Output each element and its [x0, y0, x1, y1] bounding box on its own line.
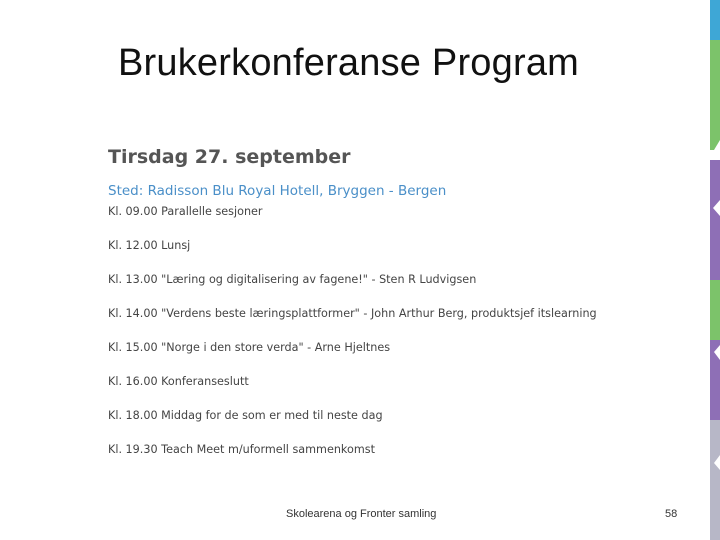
schedule-item: Kl. 16.00 Konferanseslutt	[108, 375, 249, 388]
schedule-item: Kl. 12.00 Lunsj	[108, 239, 191, 252]
slide-title: Brukerkonferanse Program	[118, 42, 580, 84]
edge-segment-gray	[710, 420, 720, 540]
schedule-item: Kl. 09.00 Parallelle sesjoner	[108, 205, 263, 218]
program-block	[108, 144, 698, 476]
page-number: 58	[665, 508, 678, 520]
decorative-edge-band	[710, 0, 720, 540]
schedule-item: Kl. 15.00 "Norge i den store verda" - Arne Hjeltnes	[108, 341, 391, 354]
edge-segment-purple	[710, 160, 720, 280]
schedule-item: Kl. 13.00 "Læring og digitalisering av fagene!" - Sten R Ludvigsen	[108, 273, 477, 286]
schedule-item: Kl. 19.30 Teach Meet m/uformell sammenkomst	[108, 443, 375, 456]
edge-segment-green	[710, 40, 720, 150]
schedule-item: Kl. 18.00 Middag for de som er med til neste dag	[108, 409, 383, 422]
edge-segment-green	[710, 280, 720, 340]
schedule-item: Kl. 14.00 "Verdens beste læringsplattformer" - John Arthur Berg, produktsjef itslearning	[108, 307, 597, 320]
venue-line: Sted: Radisson Blu Royal Hotell, Bryggen - Bergen	[108, 183, 447, 199]
edge-segment-blue	[710, 0, 720, 40]
schedule-list	[108, 204, 698, 476]
footer-text: Skolearena og Fronter samling	[286, 508, 437, 520]
day-heading: Tirsdag 27. september	[108, 146, 351, 168]
